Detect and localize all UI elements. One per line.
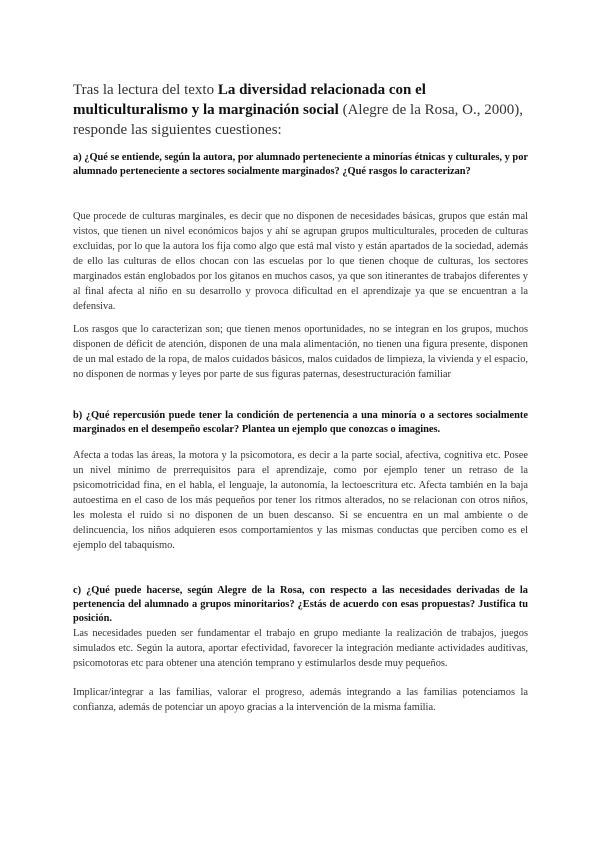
intro-paragraph [73, 80, 533, 140]
text-title: La diversidad relacionada con el multiculturalismo y la marginación social [73, 82, 426, 118]
question-a: a) ¿Qué se entiende, según la autora, por alumnado perteneciente a minorías étnicas y culturales, y por alumnado perteneciente a sectores socialmente marginados? ¿Qué rasgos lo caracterizan? [73, 152, 528, 177]
answer-a-paragraph-1: Que procede de culturas marginales, es decir que no disponen de necesidades básicas, grupos que están mal vistos, que tienen un nivel económicos bajos y ahí se agrupan grupos multiculturales, proceden de culturas excluidas, por lo que la autora los fija como algo que está mal visto y están apartados de la sociedad, además de ello las culturas de ellos chocan con las escuelas por lo que tienen choque de culturas, los sectores marginados están englobados por los gitanos en muchos casos, ya que son itinerantes de trabajos diferentes y al final afecta al niño en su desarrollo y provoca dificultad en el aprendizaje ya que se encuentran a la defensiva. [73, 211, 528, 312]
answer-b-paragraph-1: Afecta a todas las áreas, la motora y la psicomotora, es decir a la parte social, afectiva, cognitiva etc. Posee un nivel mínimo de prerrequisitos para el aprendizaje, como por ejemplo tener un retraso de la psicomotricidad fina, en el habla, el lenguaje, la autonomía, la lectoescritura etc. Afecta también en la baja autoestima en el caso de los más pequeños por tener los ritmos alterados, no se relacionan con otros niños, les molesta el ruido si no disponen de un buen descanso. Si se encuentra en un mal ambiente o de delincuencia, los niños adquieren esos comportamientos y las mismas conductas que perciben como es el ejemplo del tabaquismo. [73, 450, 528, 551]
answer-c-paragraph-2: Implicar/integrar a las familias, valorar el progreso, además integrando a las familias potenciamos la confianza, además de potenciar un apoyo gracias a la intervención de la misma familia. [73, 687, 528, 713]
question-c: c) ¿Qué puede hacerse, según Alegre de la Rosa, con respecto a las necesidades derivadas de la pertenencia del alumnado a grupos minoritarios? ¿Estás de acuerdo con esas propuestas? Justifica tu posición. [73, 585, 528, 624]
answer-a-paragraph-2: Los rasgos que lo caracterizan son; que tienen menos oportunidades, no se integran en los grupos, muchos disponen de déficit de atención, disponen de una mala alimentación, no tienen una figura presente, disponen de un mal estado de la ropa, de malos cuidados básicos, malos cuidados de limpieza, la vivienda y el espacio, no disponen de normas y leyes por parte de sus figuras paternas, desestructuración familiar [73, 324, 528, 380]
answer-c-paragraph-1: Las necesidades pueden ser fundamentar el trabajo en grupo mediante la realización de trabajos, juegos simulados etc. Según la autora, aportar efectividad, favorecer la integración mediante actividades auditivas, psicomotoras etc para obtener una atención temprano y estimularlos desde muy pequeños. [73, 628, 528, 669]
intro-prefix: Tras la lectura del texto [73, 82, 218, 98]
intro-suffix: (Alegre de la Rosa, O., 2000), responde las siguientes cuestiones: [73, 102, 523, 138]
question-b: b) ¿Qué repercusión puede tener la condición de pertenencia a una minoría o a sectores socialmente marginados en el desempeño escolar? Plantea un ejemplo que conozcas o imagines. [73, 410, 528, 435]
